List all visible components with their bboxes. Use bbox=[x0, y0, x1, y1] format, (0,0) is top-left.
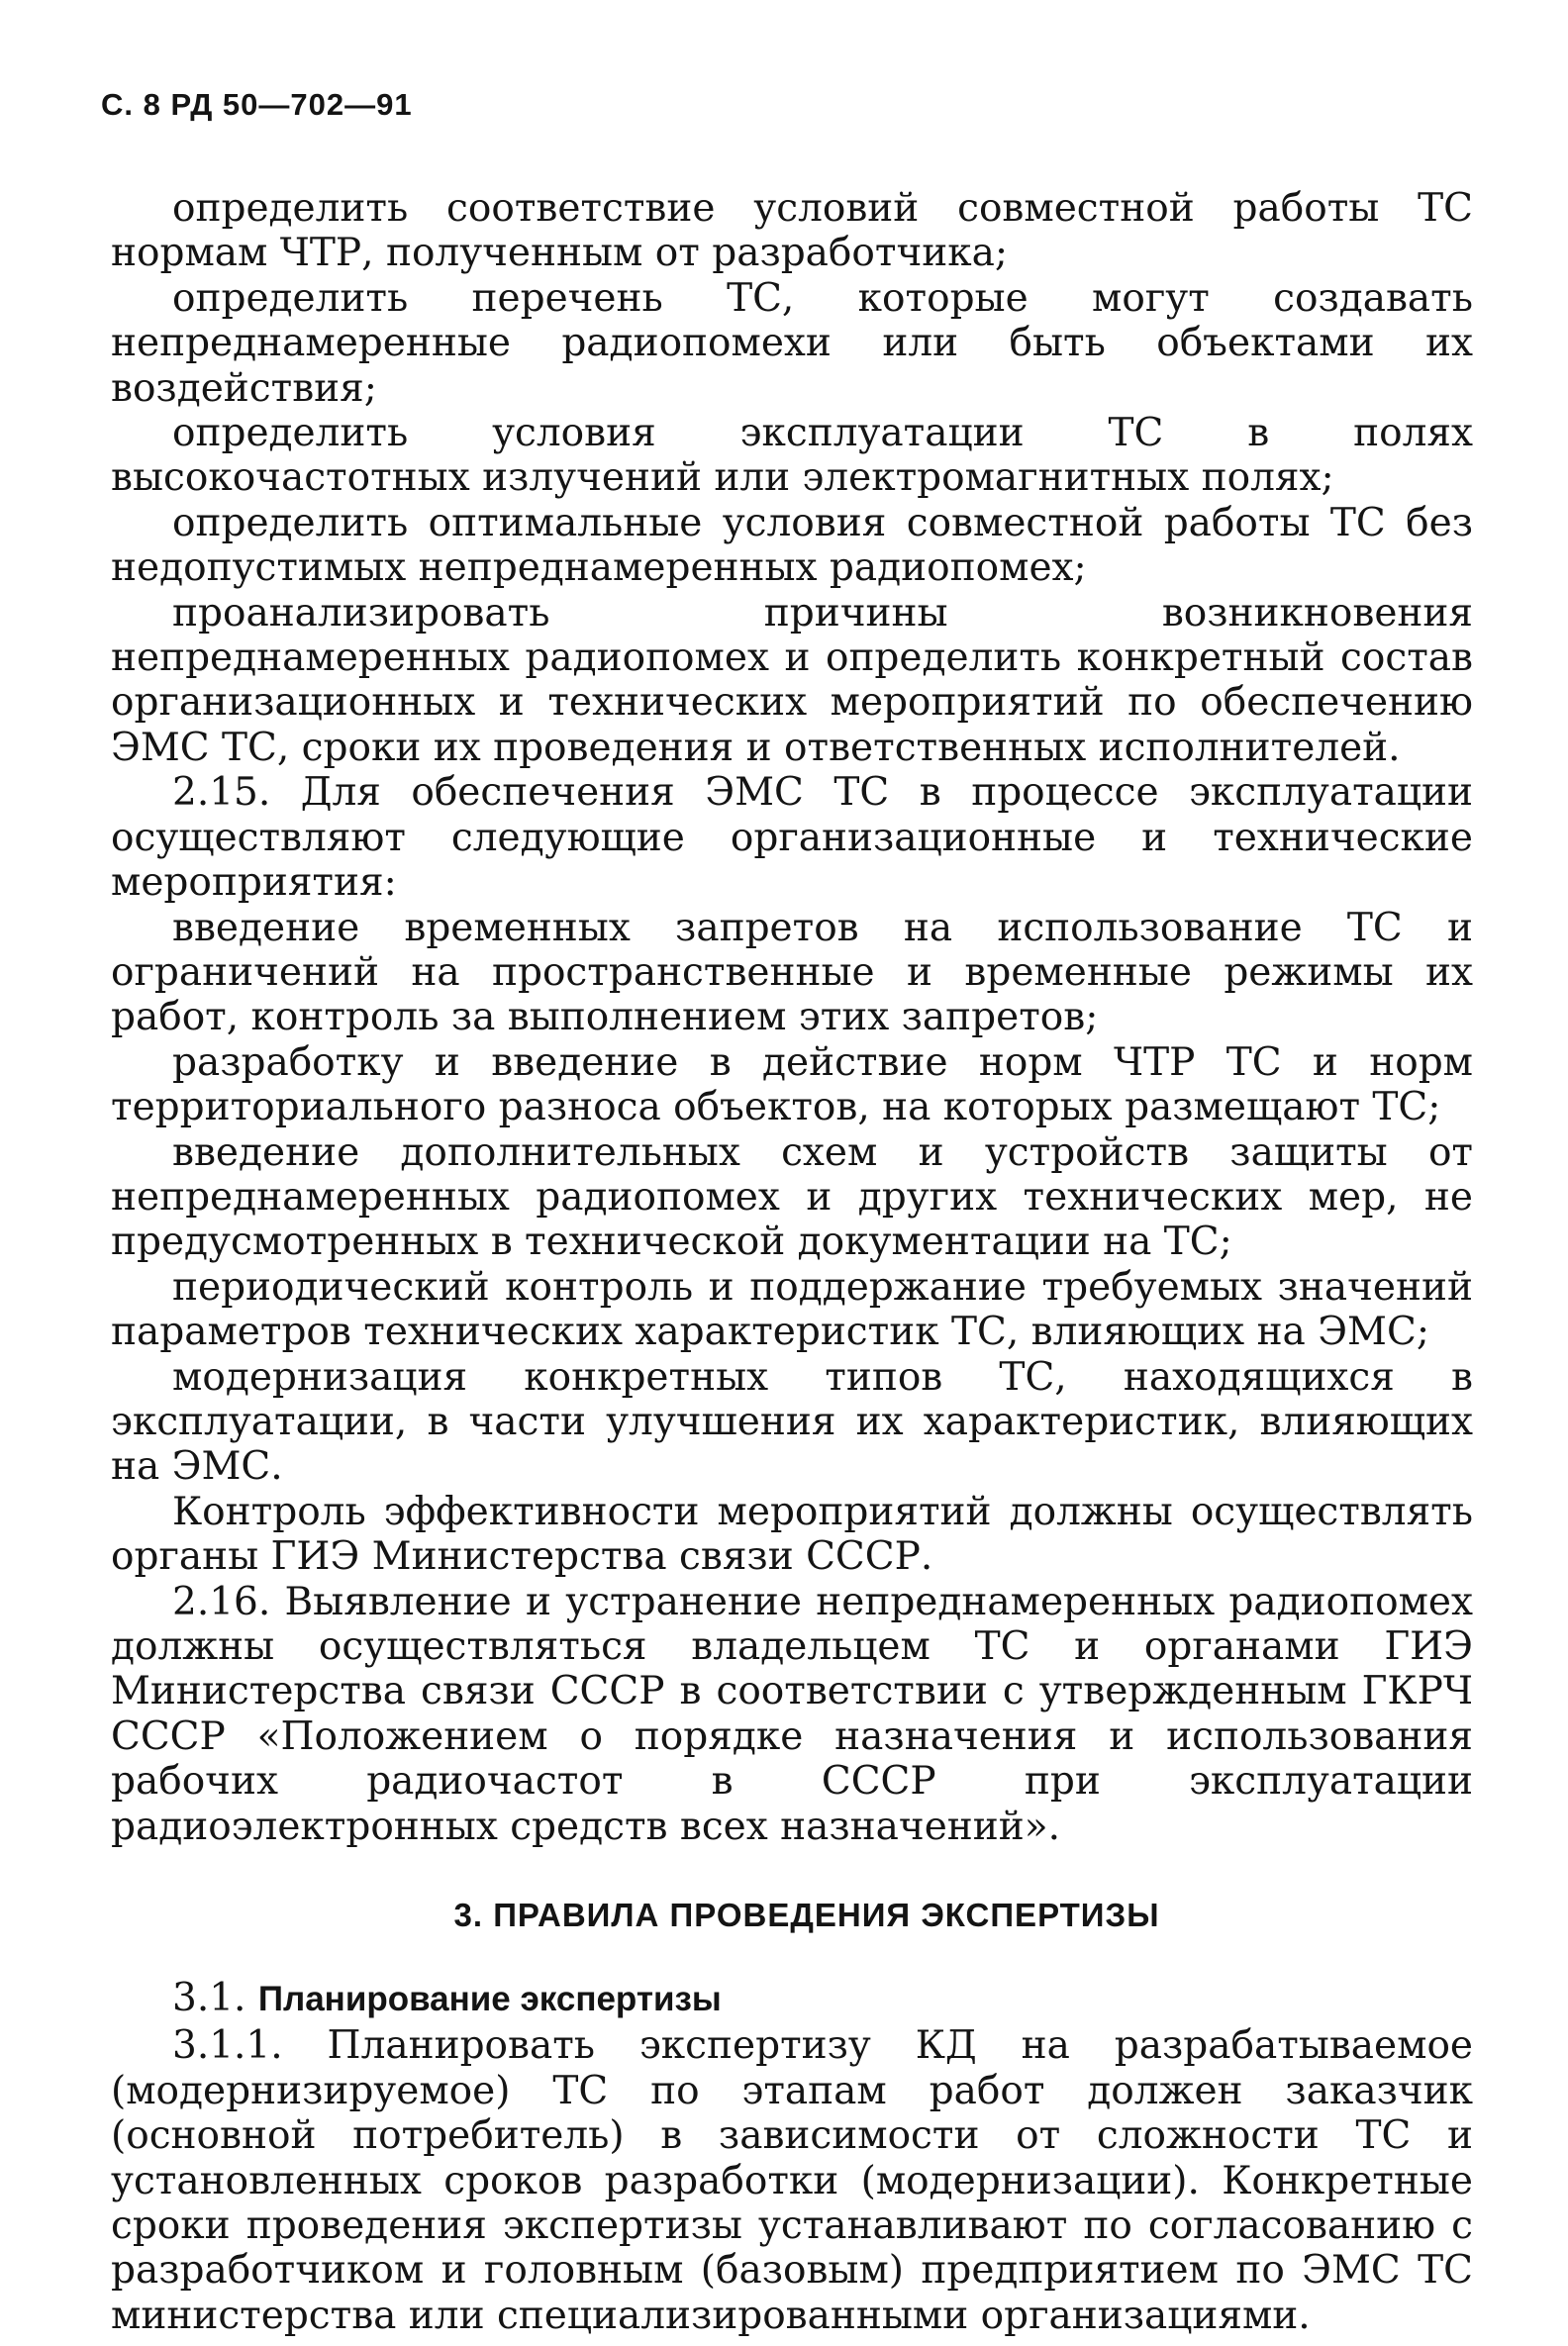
paragraph-3-1-1: 3.1.1. Планировать экспертизу КД на разрабатываемое (модернизируемое) ТС по этапам работ должен заказчик (основной потребитель) в зависимости от сложности ТС и установленных сроков разработки (модернизации). Конкретные сроки проведения экспертизы устанавливают по согласованию с разработчиком и головным (базовым) предприятием по ЭМС ТС министерства или специализированными организациями. bbox=[111, 2023, 1473, 2338]
paragraph: Контроль эффективности мероприятий должны осуществлять органы ГИЭ Министерства связи СССР. bbox=[111, 1489, 1473, 1580]
paragraph: проанализировать причины возникновения непреднамеренных радиопомех и определить конкретный состав организационных и технических мероприятий по обеспечению ЭМС ТС, сроки их проведения и ответственных исполнителей. bbox=[111, 590, 1473, 770]
paragraph-2-15: 2.15. Для обеспечения ЭМС ТС в процессе эксплуатации осуществляют следующие организационные и технические мероприятия: bbox=[111, 770, 1473, 906]
page-header: С. 8 РД 50—702—91 bbox=[101, 87, 413, 122]
page-body bbox=[111, 186, 1473, 2338]
paragraph: определить соответствие условий совместной работы ТС нормам ЧТР, полученным от разработчика; bbox=[111, 186, 1473, 276]
paragraph: определить условия эксплуатации ТС в полях высокочастотных излучений или электромагнитных полях; bbox=[111, 411, 1473, 501]
paragraph: модернизация конкретных типов ТС, находящихся в эксплуатации, в части улучшения их характеристик, влияющих на ЭМС. bbox=[111, 1354, 1473, 1490]
subsection-number: 3.1. bbox=[172, 1976, 246, 2021]
paragraph: периодический контроль и поддержание требуемых значений параметров технических характеристик ТС, влияющих на ЭМС; bbox=[111, 1264, 1473, 1355]
paragraph: введение дополнительных схем и устройств защиты от непреднамеренных радиопомех и других технических мер, не предусмотренных в технической документации на ТС; bbox=[111, 1129, 1473, 1265]
paragraph: определить оптимальные условия совместной работы ТС без недопустимых непреднамеренных радиопомех; bbox=[111, 500, 1473, 591]
paragraph: введение временных запретов на использование ТС и ограничений на пространственные и временные режимы их работ, контроль за выполнением этих запретов; bbox=[111, 905, 1473, 1040]
paragraph-2-16: 2.16. Выявление и устранение непреднамеренных радиопомех должны осуществляться владельцем ТС и органами ГИЭ Министерства связи СССР в соответствии с утвержденным ГКРЧ СССР «Положением о порядке назначения и использования рабочих радиочастот в СССР при эксплуатации радиоэлектронных средств всех назначений». bbox=[111, 1579, 1473, 1849]
paragraph: разработку и введение в действие норм ЧТР ТС и норм территориального разноса объектов, на которых размещают ТС; bbox=[111, 1039, 1473, 1130]
subsection-heading bbox=[111, 1976, 1473, 2021]
subsection-title: Планирование экспертизы bbox=[257, 1980, 722, 2019]
paragraph: определить перечень ТС, которые могут создавать непреднамеренные радиопомехи или быть объектами их воздействия; bbox=[111, 275, 1473, 411]
section-heading: 3. ПРАВИЛА ПРОВЕДЕНИЯ ЭКСПЕРТИЗЫ bbox=[453, 1897, 1160, 1934]
